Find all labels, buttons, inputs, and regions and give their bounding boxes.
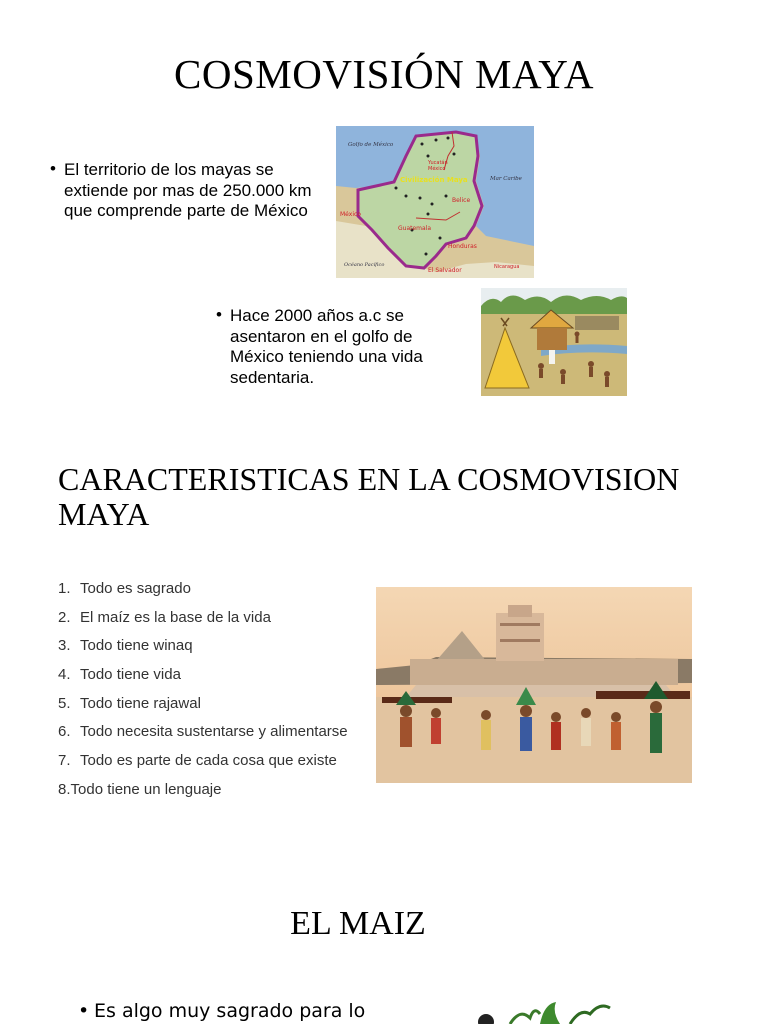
list-item: 1. Todo es sagrado xyxy=(58,580,191,597)
map-label-belice: Belice xyxy=(452,197,471,204)
map-label-yucatan: Yucatán xyxy=(428,160,448,166)
list-item-8: 8.Todo tiene un lenguaje xyxy=(58,781,222,798)
map-label-golfo: Golfo de México xyxy=(348,142,394,148)
map-label-caribe: Mar Caribe xyxy=(490,176,522,182)
bullet-text: El territorio de los mayas se extiende por mas de 250.000 km que comprende parte de México xyxy=(64,160,312,220)
maya-temple-illustration xyxy=(376,587,692,783)
list-item: 7. Todo es parte de cada cosa que existe xyxy=(58,752,337,770)
map-label-mexico-north: México xyxy=(428,166,446,172)
village-graphic xyxy=(481,288,627,396)
caracteristicas-list xyxy=(58,577,378,778)
map-label-guatemala: Guatemala xyxy=(398,225,432,232)
bullet-text: Hace 2000 años a.c se asentaron en el golfo de México teniendo una vida sedentaria. xyxy=(230,306,423,387)
list-item: 4. Todo tiene vida xyxy=(58,666,181,684)
corn-graphic xyxy=(470,998,650,1024)
list-item: 2. El maíz es la base de la vida xyxy=(58,608,271,626)
map-label-mexico: México xyxy=(340,211,361,218)
map-label-pacifico: Océano Pacífico xyxy=(344,262,385,268)
list-item: 5. Todo tiene rajawal xyxy=(58,694,201,712)
map-label-nicaragua: Nicaragua xyxy=(494,264,520,270)
bullet-text: Es algo muy sagrado para lo xyxy=(94,1000,366,1022)
slide-title-maiz: EL MAIZ xyxy=(290,905,426,942)
bullet-dot: • xyxy=(78,1000,90,1022)
slide-title-cosmovision: COSMOVISIÓN MAYA xyxy=(174,51,594,97)
temple-graphic xyxy=(376,587,692,783)
slide-title-caracteristicas: CARACTERISTICAS EN LA COSMOVISION MAYA xyxy=(58,461,680,532)
map-graphic xyxy=(336,126,534,278)
bullet-dot: • xyxy=(216,305,222,324)
bullet-territorio xyxy=(50,159,326,222)
maya-territory-map xyxy=(336,126,534,278)
list-item: 6. Todo necesita sustentarse y alimentarse xyxy=(58,723,348,741)
maya-village-illustration xyxy=(481,288,627,396)
map-label-region: Civilización Maya xyxy=(400,176,468,184)
bullet-maiz xyxy=(78,1000,394,1022)
map-label-salvador: El Salvador xyxy=(428,267,462,274)
bullet-dot: • xyxy=(50,159,56,178)
bullet-asentamiento xyxy=(216,305,442,388)
map-label-honduras: Honduras xyxy=(448,243,477,250)
corn-illustration xyxy=(470,998,650,1024)
list-item: 3. Todo tiene winaq xyxy=(58,637,193,655)
